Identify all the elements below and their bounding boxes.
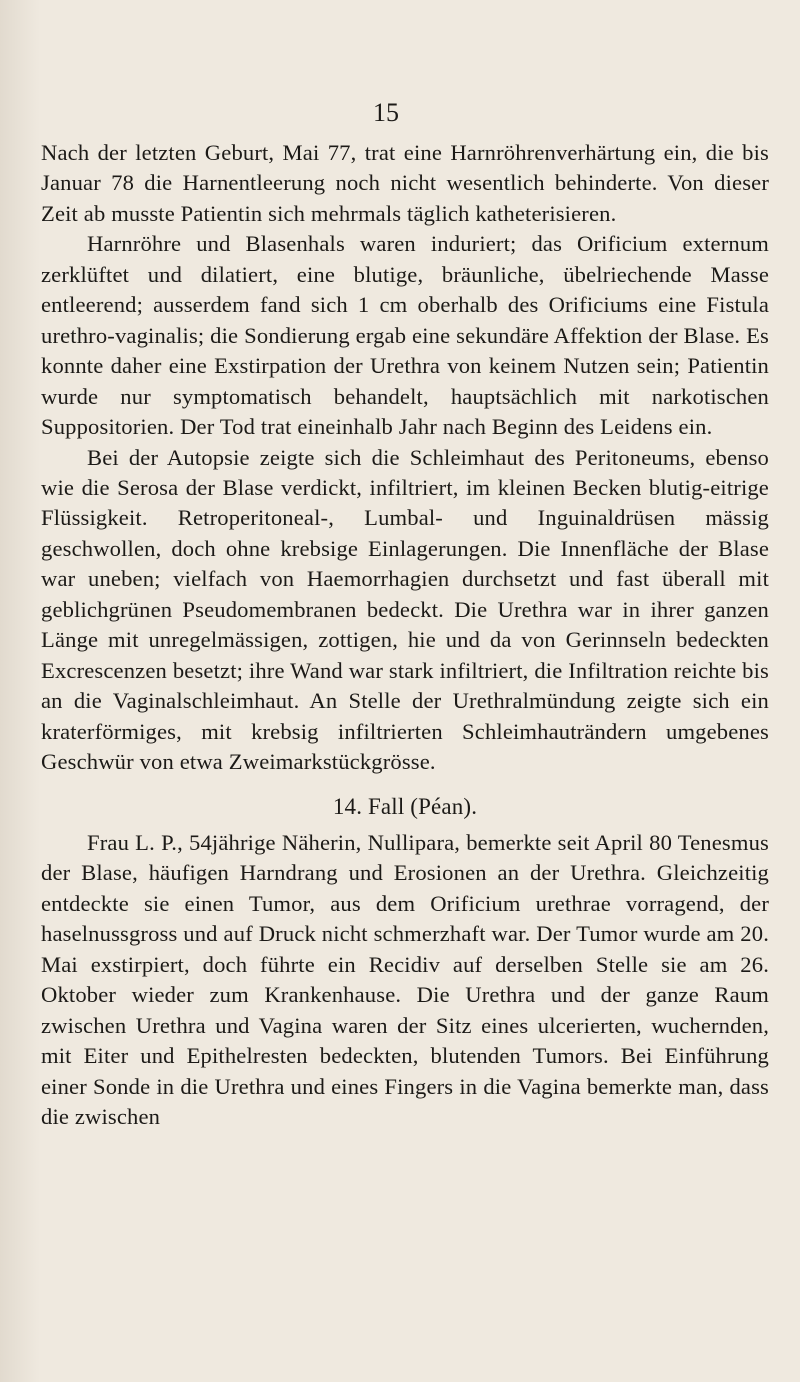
case-paragraph: Frau L. P., 54jährige Näherin, Nullipara, bemerkte seit April 80 Tenesmus der Blase, häufigen Harndrang und Erosionen an der Urethra. Gleichzeitig entdeckte sie einen Tumor, aus dem Orificium urethrae vorragend, der haselnussgross und auf Druck nicht schmerzhaft war. Der Tumor wurde am 20. Mai exstirpiert, doch führte ein Recidiv auf derselben Stelle sie am 26. Oktober wieder zum Krankenhause. Die Urethra und der ganze Raum zwischen Urethra und Vagina waren der Sitz eines ulcerierten, wuchernden, mit Eiter und Epithelresten bedeckten, blutenden Tumors. Bei Einführung einer Sonde in die Urethra und eines Fingers in die Vagina bemerkte man, dass die zwischen <box>41 829 769 1130</box>
case-heading: 14. Fall (Péan). <box>332 793 478 819</box>
page-number: 15 <box>373 98 399 127</box>
paragraph-3: Bei der Autopsie zeigte sich die Schleimhaut des Peritoneums, ebenso wie die Serosa der Blase verdickt, infiltriert, im kleinen Becken blutig-eitrige Flüssigkeit. Retroperitoneal-, Lumbal- und Inguinaldrüsen mässig geschwollen, doch ohne krebsige Einlagerungen. Die Innenfläche der Blase war uneben; vielfach von Haemorrhagien durchsetzt und fast überall mit geblichgrünen Pseudomembranen bedeckt. Die Urethra war in ihrer ganzen Länge mit unregelmässigen, zottigen, hie und da von Gerinnseln bedeckten Excrescenzen besetzt; ihre Wand war stark infiltriert, die Infiltration reichte bis an die Vaginalschleimhaut. An Stelle der Urethralmündung zeigte sich ein kraterförmiges, mit krebsig infiltrierten Schleimhauträndern umgebenes Geschwür von etwa Zweimarkstückgrösse. <box>41 444 769 775</box>
paragraph-1: Nach der letzten Geburt, Mai 77, trat eine Harnröhrenverhärtung ein, die bis Januar 78 die Harnentleerung noch nicht wesentlich behinderte. Von dieser Zeit ab musste Patientin sich mehrmals täglich katheterisieren. <box>41 140 769 226</box>
paragraph-2: Harnröhre und Blasenhals waren induriert; das Orificium externum zerklüftet und dilatiert, eine blutige, bräunliche, übelriechende Masse entleerend; ausserdem fand sich 1 cm oberhalb des Orificiums eine Fistula urethro-vaginalis; die Sondierung ergab eine sekundäre Affektion der Blase. Es konnte daher eine Exstirpation der Urethra von keinem Nutzen sein; Patientin wurde nur symptomatisch behandelt, hauptsächlich mit narkotischen Suppositorien. Der Tod trat eineinhalb Jahr nach Beginn des Leidens ein. <box>41 231 769 440</box>
body-text <box>41 138 769 1133</box>
